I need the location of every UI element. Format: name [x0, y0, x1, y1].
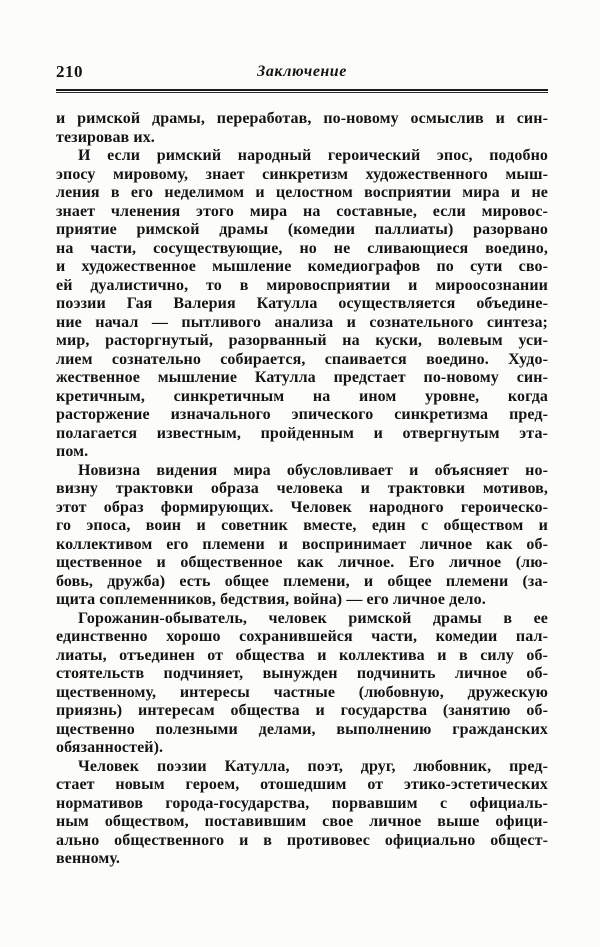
text-line: коллективом его племени и воспринимает личное как об-: [56, 535, 548, 553]
text-line: и римской драмы, переработав, по-новому осмыслив и син-: [56, 110, 548, 127]
text-line: единственно хорошо сохранившейся части, комедии пал-: [56, 628, 548, 645]
text-line: на части, сосуществующие, но не сливающиеся воедино,: [56, 239, 548, 257]
text-line: венному.: [56, 850, 120, 867]
text-line: щита соплеменников, бедствия, война) — его личное дело.: [56, 591, 486, 608]
text-line: стоятельств подчиняет, вынужден подчинить личное об-: [56, 665, 548, 682]
text-line: лием сознательно собирается, спаивается воедино. Худо-: [56, 350, 548, 368]
paragraph: [56, 147, 548, 462]
text-line: стает новым героем, отошедшим от этико-эстетических: [56, 776, 548, 793]
text-line: И если римский народный героический эпос, подобно: [78, 147, 548, 164]
text-line: знает членения этого мира на составные, если мировос-: [56, 202, 548, 220]
text-line: ально общественного и в противовес официально общест-: [56, 831, 548, 849]
text-line: этот образ формирующих. Человек народного героическо-: [56, 498, 548, 516]
text-line: и художественное мышление комедиографов по сути сво-: [56, 258, 548, 275]
text-line: щественному, интересы частные (любовную, дружескую: [56, 683, 548, 701]
paragraph: [56, 110, 548, 147]
paragraph: [56, 462, 548, 610]
text-line: мир, расторгнутый, разорванный на куски, волевым уси-: [56, 332, 548, 349]
running-title: Заключение: [257, 63, 347, 80]
text-line: расторжение изначального эпического синкретизма пред-: [56, 406, 548, 423]
text-line: кретичным, синкретичным на ином уровне, когда: [56, 387, 548, 405]
text-line: полагается известным, пройденным и отвергнутым эта-: [56, 424, 548, 442]
text-line: ления в его неделимом и целостном восприятии мира и не: [56, 184, 548, 201]
text-line: приязнь) интересам общества и государства (занятию об-: [56, 702, 548, 719]
text-line: лиаты, отъединен от общества и коллектива и в силу об-: [56, 646, 548, 664]
text-line: тезировав их.: [56, 128, 155, 146]
text-line: щественное и общественное как личное. Его личное (лю-: [56, 554, 548, 571]
body-text: [56, 110, 548, 869]
text-line: го эпоса, воин и советник вместе, един с обществом и: [56, 517, 548, 534]
header-rule-divider: [56, 89, 548, 93]
text-line: эпосу мировому, знает синкретизм художественного мыш-: [56, 165, 548, 183]
text-line: нормативов города-государства, порвавшим с официаль-: [56, 794, 548, 812]
text-line: ние начал — пытливого анализа и сознательного синтеза;: [56, 313, 548, 331]
paragraph: [56, 610, 548, 758]
text-line: поэзии Гая Валерия Катулла осуществляется объедине-: [56, 295, 548, 312]
running-header: [56, 62, 548, 84]
text-line: Человек поэзии Катулла, поэт, друг, любовник, пред-: [78, 757, 548, 775]
text-line: обязанностей).: [56, 739, 164, 756]
paragraph: [56, 758, 548, 869]
text-line: визну трактовки образа человека и трактовки мотивов,: [56, 480, 548, 497]
text-line: Горожанин-обыватель, человек римской драмы в ее: [78, 609, 548, 627]
text-line: жественное мышление Катулла предстает по-новому син-: [56, 369, 548, 386]
page-number: 210: [56, 62, 83, 81]
text-line: ным обществом, поставившим свое личное выше офици-: [56, 813, 548, 830]
text-line: приятие римской драмы (комедии паллиаты) разорвано: [56, 221, 548, 238]
text-line: Новизна видения мира обусловливает и объясняет но-: [78, 461, 548, 479]
text-line: ей дуалистично, то в мировосприятии и мироосознании: [56, 276, 548, 294]
text-line: пом.: [56, 443, 89, 460]
text-line: щественно полезными делами, выполнению гражданских: [56, 720, 548, 738]
text-line: бовь, дружба) есть общее племени, и общее племени (за-: [56, 572, 548, 590]
